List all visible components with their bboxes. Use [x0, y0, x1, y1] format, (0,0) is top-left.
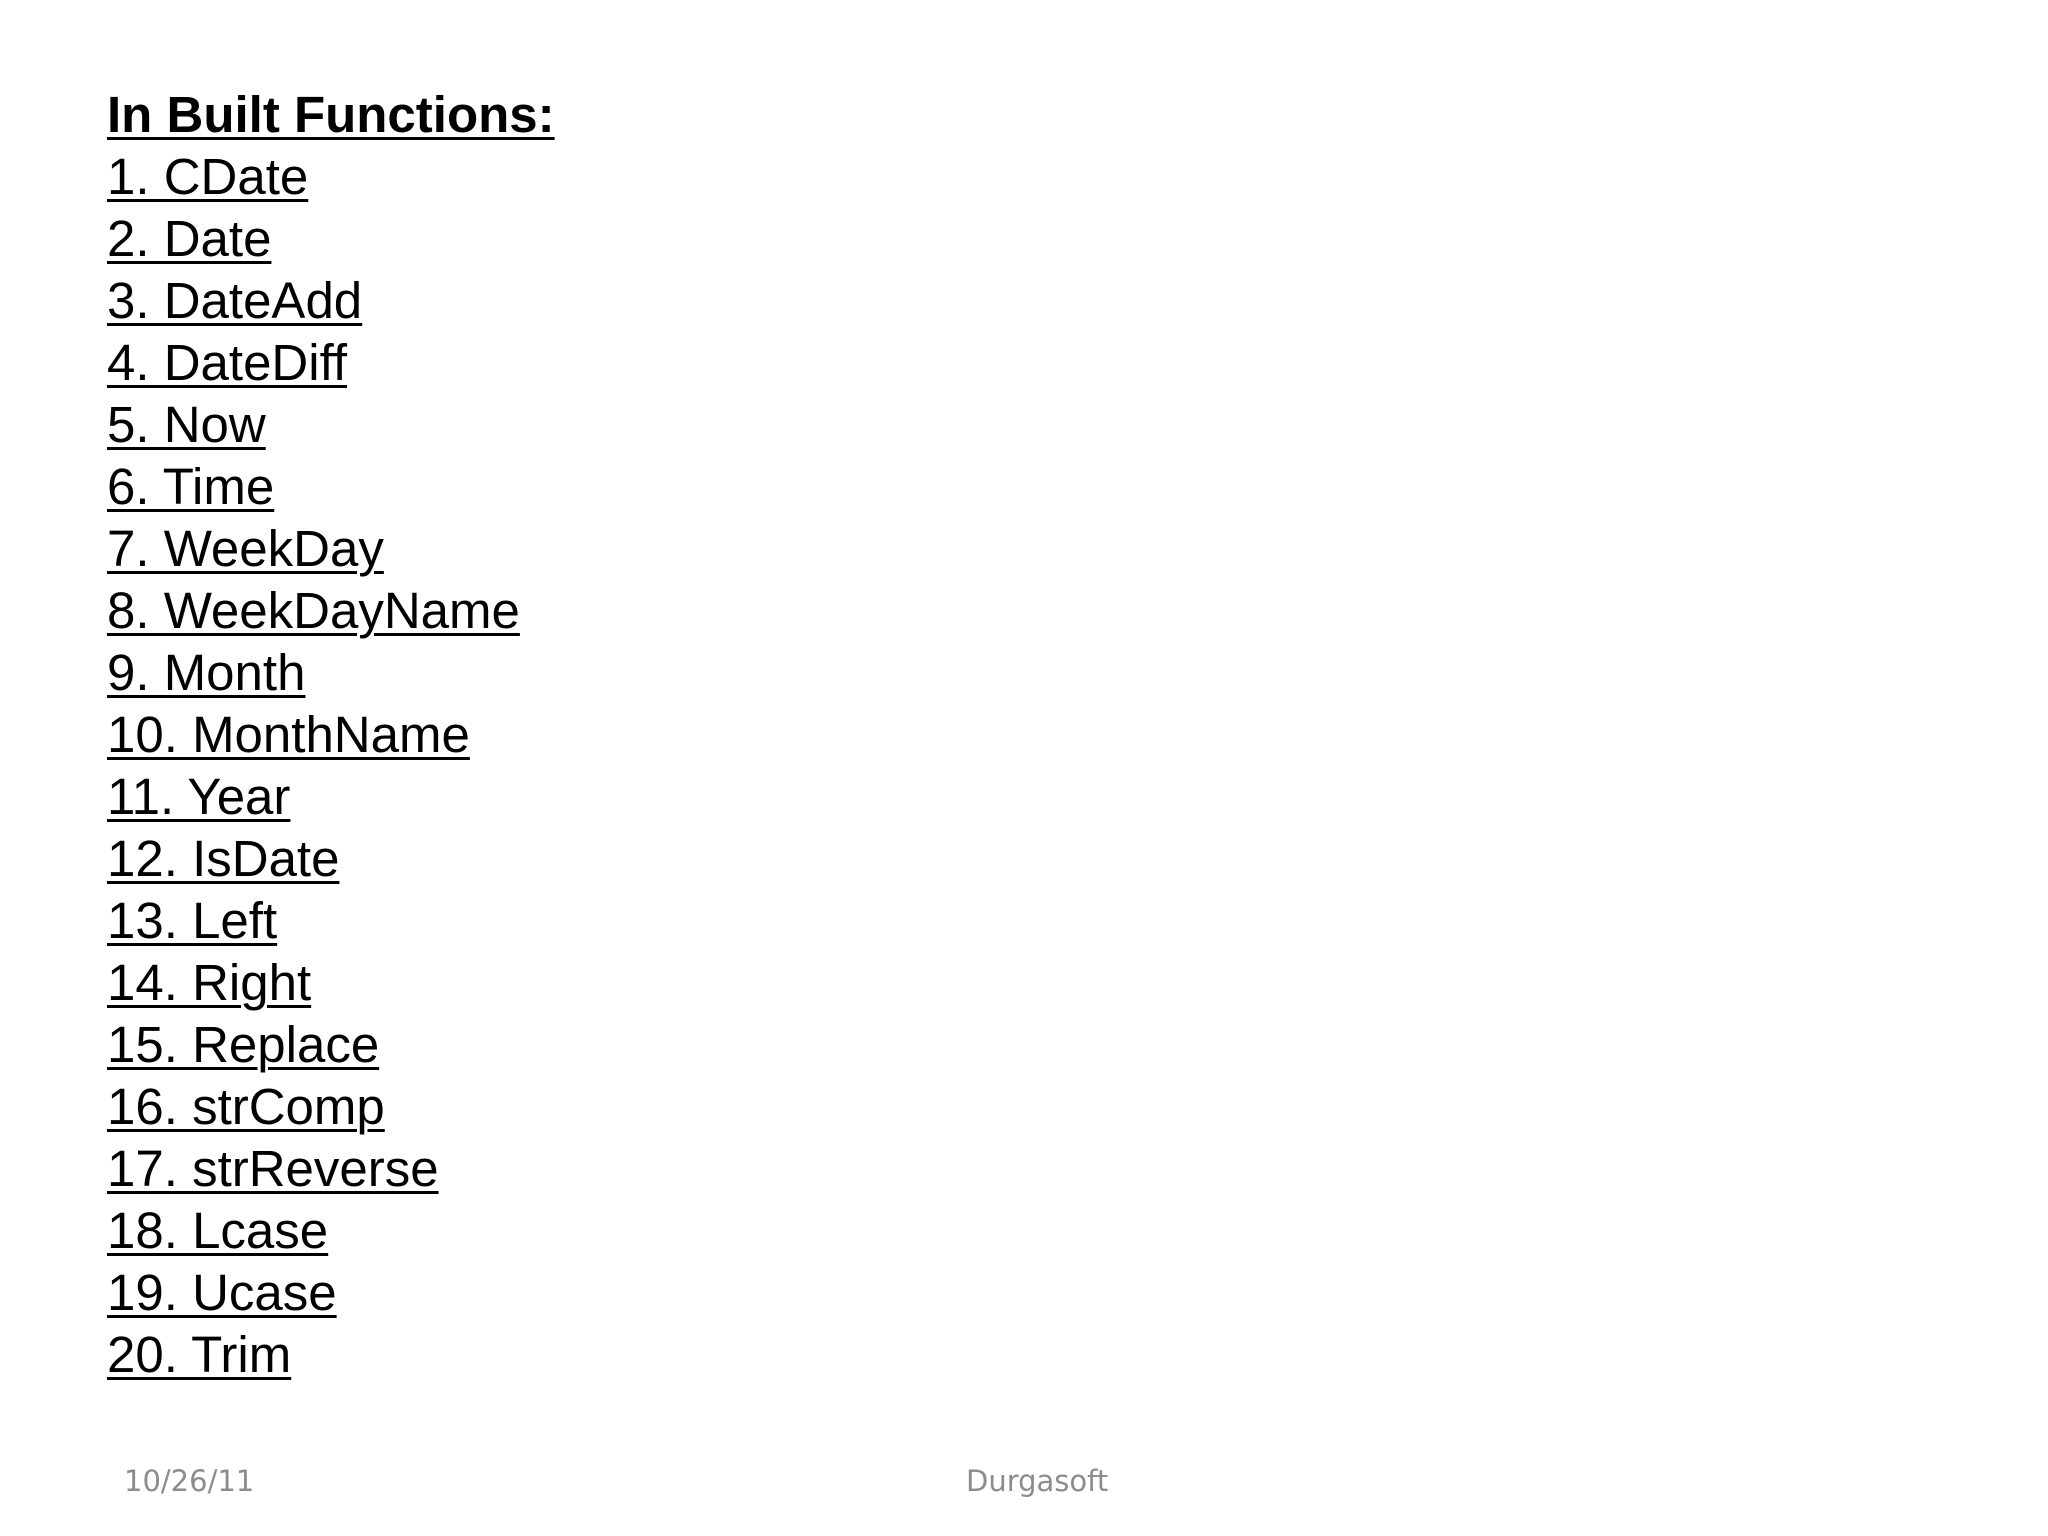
function-item-lcase: 18. Lcase: [107, 1202, 329, 1259]
function-item-cdate: 1. CDate: [107, 148, 309, 205]
slide-title: In Built Functions:: [107, 86, 555, 143]
function-item-dateadd: 3. DateAdd: [107, 272, 363, 329]
function-item-date: 2. Date: [107, 210, 272, 267]
function-item-now: 5. Now: [107, 396, 266, 453]
function-item-weekday: 7. WeekDay: [107, 520, 384, 577]
function-list: [107, 146, 1307, 1386]
function-item-isdate: 12. IsDate: [107, 830, 340, 887]
function-item-year: 11. Year: [107, 768, 291, 825]
function-item-weekdayname: 8. WeekDayName: [107, 582, 520, 639]
function-item-ucase: 19. Ucase: [107, 1264, 337, 1321]
function-item-month: 9. Month: [107, 644, 306, 701]
function-item-trim: 20. Trim: [107, 1326, 292, 1383]
slide-content: [107, 84, 1307, 1386]
function-item-time: 6. Time: [107, 458, 275, 515]
footer-author: Durgasoft: [966, 1464, 1109, 1498]
footer-date: 10/26/11: [124, 1464, 255, 1498]
function-item-strreverse: 17. strReverse: [107, 1140, 439, 1197]
function-item-monthname: 10. MonthName: [107, 706, 470, 763]
function-item-left: 13. Left: [107, 892, 278, 949]
function-item-replace: 15. Replace: [107, 1016, 380, 1073]
function-item-strcomp: 16. strComp: [107, 1078, 385, 1135]
function-item-right: 14. Right: [107, 954, 312, 1011]
function-item-datediff: 4. DateDiff: [107, 334, 348, 391]
